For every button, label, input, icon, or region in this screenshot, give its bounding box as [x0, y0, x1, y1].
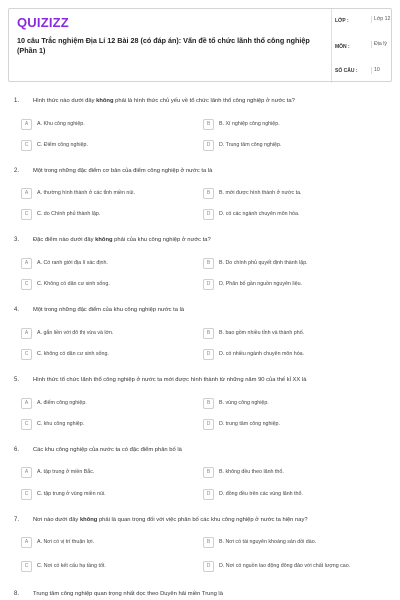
option-c[interactable] — [21, 418, 191, 430]
option-text: C. khu công nghiệp. — [37, 420, 85, 427]
option-b[interactable] — [203, 257, 373, 269]
class-label: LỚP : — [335, 18, 349, 24]
option-text: D. Nơi có nguồn lao động đông đảo với chất lượng cao. — [219, 562, 351, 569]
option-letter-box: D — [203, 349, 214, 360]
option-letter-box: C — [21, 140, 32, 151]
option-text: B. mới được hình thành ở nước ta. — [219, 189, 302, 196]
option-c[interactable] — [21, 139, 191, 151]
option-text: C. Điểm công nghiệp. — [37, 141, 88, 148]
option-b[interactable] — [203, 327, 373, 339]
option-letter-box: D — [203, 419, 214, 430]
option-text: C. Nơi có kết cấu hạ tầng tốt. — [37, 562, 106, 569]
option-text: A. thường hình thành ở các tỉnh miền núi. — [37, 189, 135, 196]
option-letter-box: B — [203, 119, 214, 130]
option-text: D. đồng đều trên các vùng lãnh thổ. — [219, 490, 303, 497]
option-text: B. không đều theo lãnh thổ. — [219, 468, 284, 475]
option-letter-box: D — [203, 209, 214, 220]
option-d[interactable] — [203, 208, 373, 220]
question-text: Trung tâm công nghiệp quan trọng nhất dọc theo Duyên hải miền Trung là — [33, 591, 223, 597]
option-b[interactable] — [203, 536, 373, 548]
question-number: 5. — [14, 377, 20, 383]
option-c[interactable] — [21, 488, 191, 500]
option-text: B. bao gồm nhiều tỉnh và thành phố. — [219, 329, 305, 336]
question-text: Đặc điểm nào dưới đây không phải của khu công nghiệp ở nước ta? — [33, 237, 211, 243]
option-a[interactable] — [21, 397, 191, 409]
subject-value: Địa lý — [371, 41, 395, 48]
option-text: D. trung tâm công nghiệp. — [219, 420, 280, 427]
option-letter-box: B — [203, 537, 214, 548]
option-text: B. Nơi có tài nguyên khoáng sản dồi dào. — [219, 538, 317, 545]
option-d[interactable] — [203, 557, 388, 575]
option-letter-box: B — [203, 328, 214, 339]
question-count-value: 10 — [371, 67, 395, 74]
worksheet-header — [8, 8, 392, 82]
question-number: 7. — [14, 517, 20, 523]
option-text: C. Không có dân cư sinh sống. — [37, 280, 110, 287]
option-letter-box: C — [21, 349, 32, 360]
option-text: C. do Chính phủ thành lập. — [37, 210, 101, 217]
question-number: 3. — [14, 237, 20, 243]
worksheet-title: 10 câu Trắc nghiệm Địa Lí 12 Bài 28 (có đáp án): Vấn đề tổ chức lãnh thổ công nghiệp (Phần 1) — [17, 36, 310, 55]
option-text: A. điểm công nghiệp. — [37, 399, 87, 406]
option-letter-box: B — [203, 398, 214, 409]
option-d[interactable] — [203, 348, 373, 360]
option-a[interactable] — [21, 118, 191, 130]
question-number: 1. — [14, 98, 20, 104]
option-letter-box: C — [21, 209, 32, 220]
question-number: 8. — [14, 591, 20, 597]
option-text: B. Do chính phủ quyết định thành lập. — [219, 259, 308, 266]
question-number: 4. — [14, 307, 20, 313]
option-letter-box: D — [203, 561, 214, 572]
option-letter-box: D — [203, 140, 214, 151]
option-letter-box: A — [21, 467, 32, 478]
option-text: A. Có ranh giới địa lí xác định. — [37, 259, 108, 266]
option-text: D. Trung tâm công nghiệp. — [219, 141, 282, 148]
option-a[interactable] — [21, 466, 191, 478]
option-c[interactable] — [21, 348, 191, 360]
option-letter-box: C — [21, 489, 32, 500]
option-text: D. có nhiều ngành chuyên môn hóa. — [219, 350, 305, 357]
option-c[interactable] — [21, 208, 191, 220]
option-text: A. Khu công nghiệp. — [37, 120, 85, 127]
option-letter-box: C — [21, 419, 32, 430]
option-a[interactable] — [21, 327, 191, 339]
option-letter-box: A — [21, 188, 32, 199]
option-text: A. tập trung ở miền Bắc. — [37, 468, 95, 475]
option-letter-box: B — [203, 258, 214, 269]
question-text: Một trong những đặc điểm cơ bản của điểm công nghiệp ở nước ta là — [33, 168, 213, 174]
option-b[interactable] — [203, 118, 373, 130]
option-letter-box: C — [21, 279, 32, 290]
option-c[interactable] — [21, 278, 191, 290]
question-text: Hình thức tổ chức lãnh thổ công nghiệp ở nước ta mới được hình thành từ những năm 90 của thế kỉ XX là — [33, 377, 307, 383]
option-a[interactable] — [21, 536, 191, 548]
option-text: D. Phân bố gần nguồn nguyên liệu. — [219, 280, 303, 287]
option-letter-box: D — [203, 489, 214, 500]
option-text: A. Nơi có vị trí thuận lợi. — [37, 538, 94, 545]
option-letter-box: A — [21, 398, 32, 409]
option-d[interactable] — [203, 139, 373, 151]
option-text: C. tập trung ở vùng miền núi. — [37, 490, 106, 497]
option-b[interactable] — [203, 397, 373, 409]
option-letter-box: D — [203, 279, 214, 290]
question-count-label: SỐ CÂU : — [335, 68, 358, 74]
option-a[interactable] — [21, 187, 191, 199]
class-value: Lớp 12 — [371, 16, 395, 23]
question-text: Các khu công nghiệp của nước ta có đặc điểm phân bố là — [33, 447, 182, 453]
option-b[interactable] — [203, 466, 373, 478]
option-letter-box: A — [21, 537, 32, 548]
option-letter-box: A — [21, 119, 32, 130]
question-number: 2. — [14, 168, 20, 174]
option-d[interactable] — [203, 418, 373, 430]
question-text: Một trong những đặc điểm của khu công nghiệp nước ta là — [33, 307, 185, 313]
question-text: Hình thức nào dưới đây không phải là hình thức chủ yếu về tổ chức lãnh thổ công nghiệp ở nước ta? — [33, 98, 295, 104]
option-text: C. không có dân cư sinh sống. — [37, 350, 109, 357]
option-text: A. gắn liền với đô thị vừa và lớn. — [37, 329, 114, 336]
option-d[interactable] — [203, 278, 373, 290]
option-text: D. có các ngành chuyên môn hóa. — [219, 210, 300, 217]
option-letter-box: B — [203, 188, 214, 199]
option-letter-box: A — [21, 258, 32, 269]
option-b[interactable] — [203, 187, 373, 199]
option-d[interactable] — [203, 488, 373, 500]
option-c[interactable] — [21, 557, 191, 575]
subject-label: MÔN : — [335, 44, 350, 50]
quizizz-logo[interactable]: QUIZIZZ — [17, 15, 69, 30]
option-text: B. Xí nghiệp công nghiệp. — [219, 120, 280, 127]
option-letter-box: C — [21, 561, 32, 572]
option-letter-box: A — [21, 328, 32, 339]
option-text: B. vùng công nghiệp. — [219, 399, 269, 406]
option-letter-box: B — [203, 467, 214, 478]
header-divider — [331, 9, 332, 83]
option-a[interactable] — [21, 257, 191, 269]
question-text: Nơi nào dưới đây không phải là quan trọng đối với việc phân bố các khu công nghiệp ở nước ta hiện nay? — [33, 517, 308, 523]
question-number: 6. — [14, 447, 20, 453]
